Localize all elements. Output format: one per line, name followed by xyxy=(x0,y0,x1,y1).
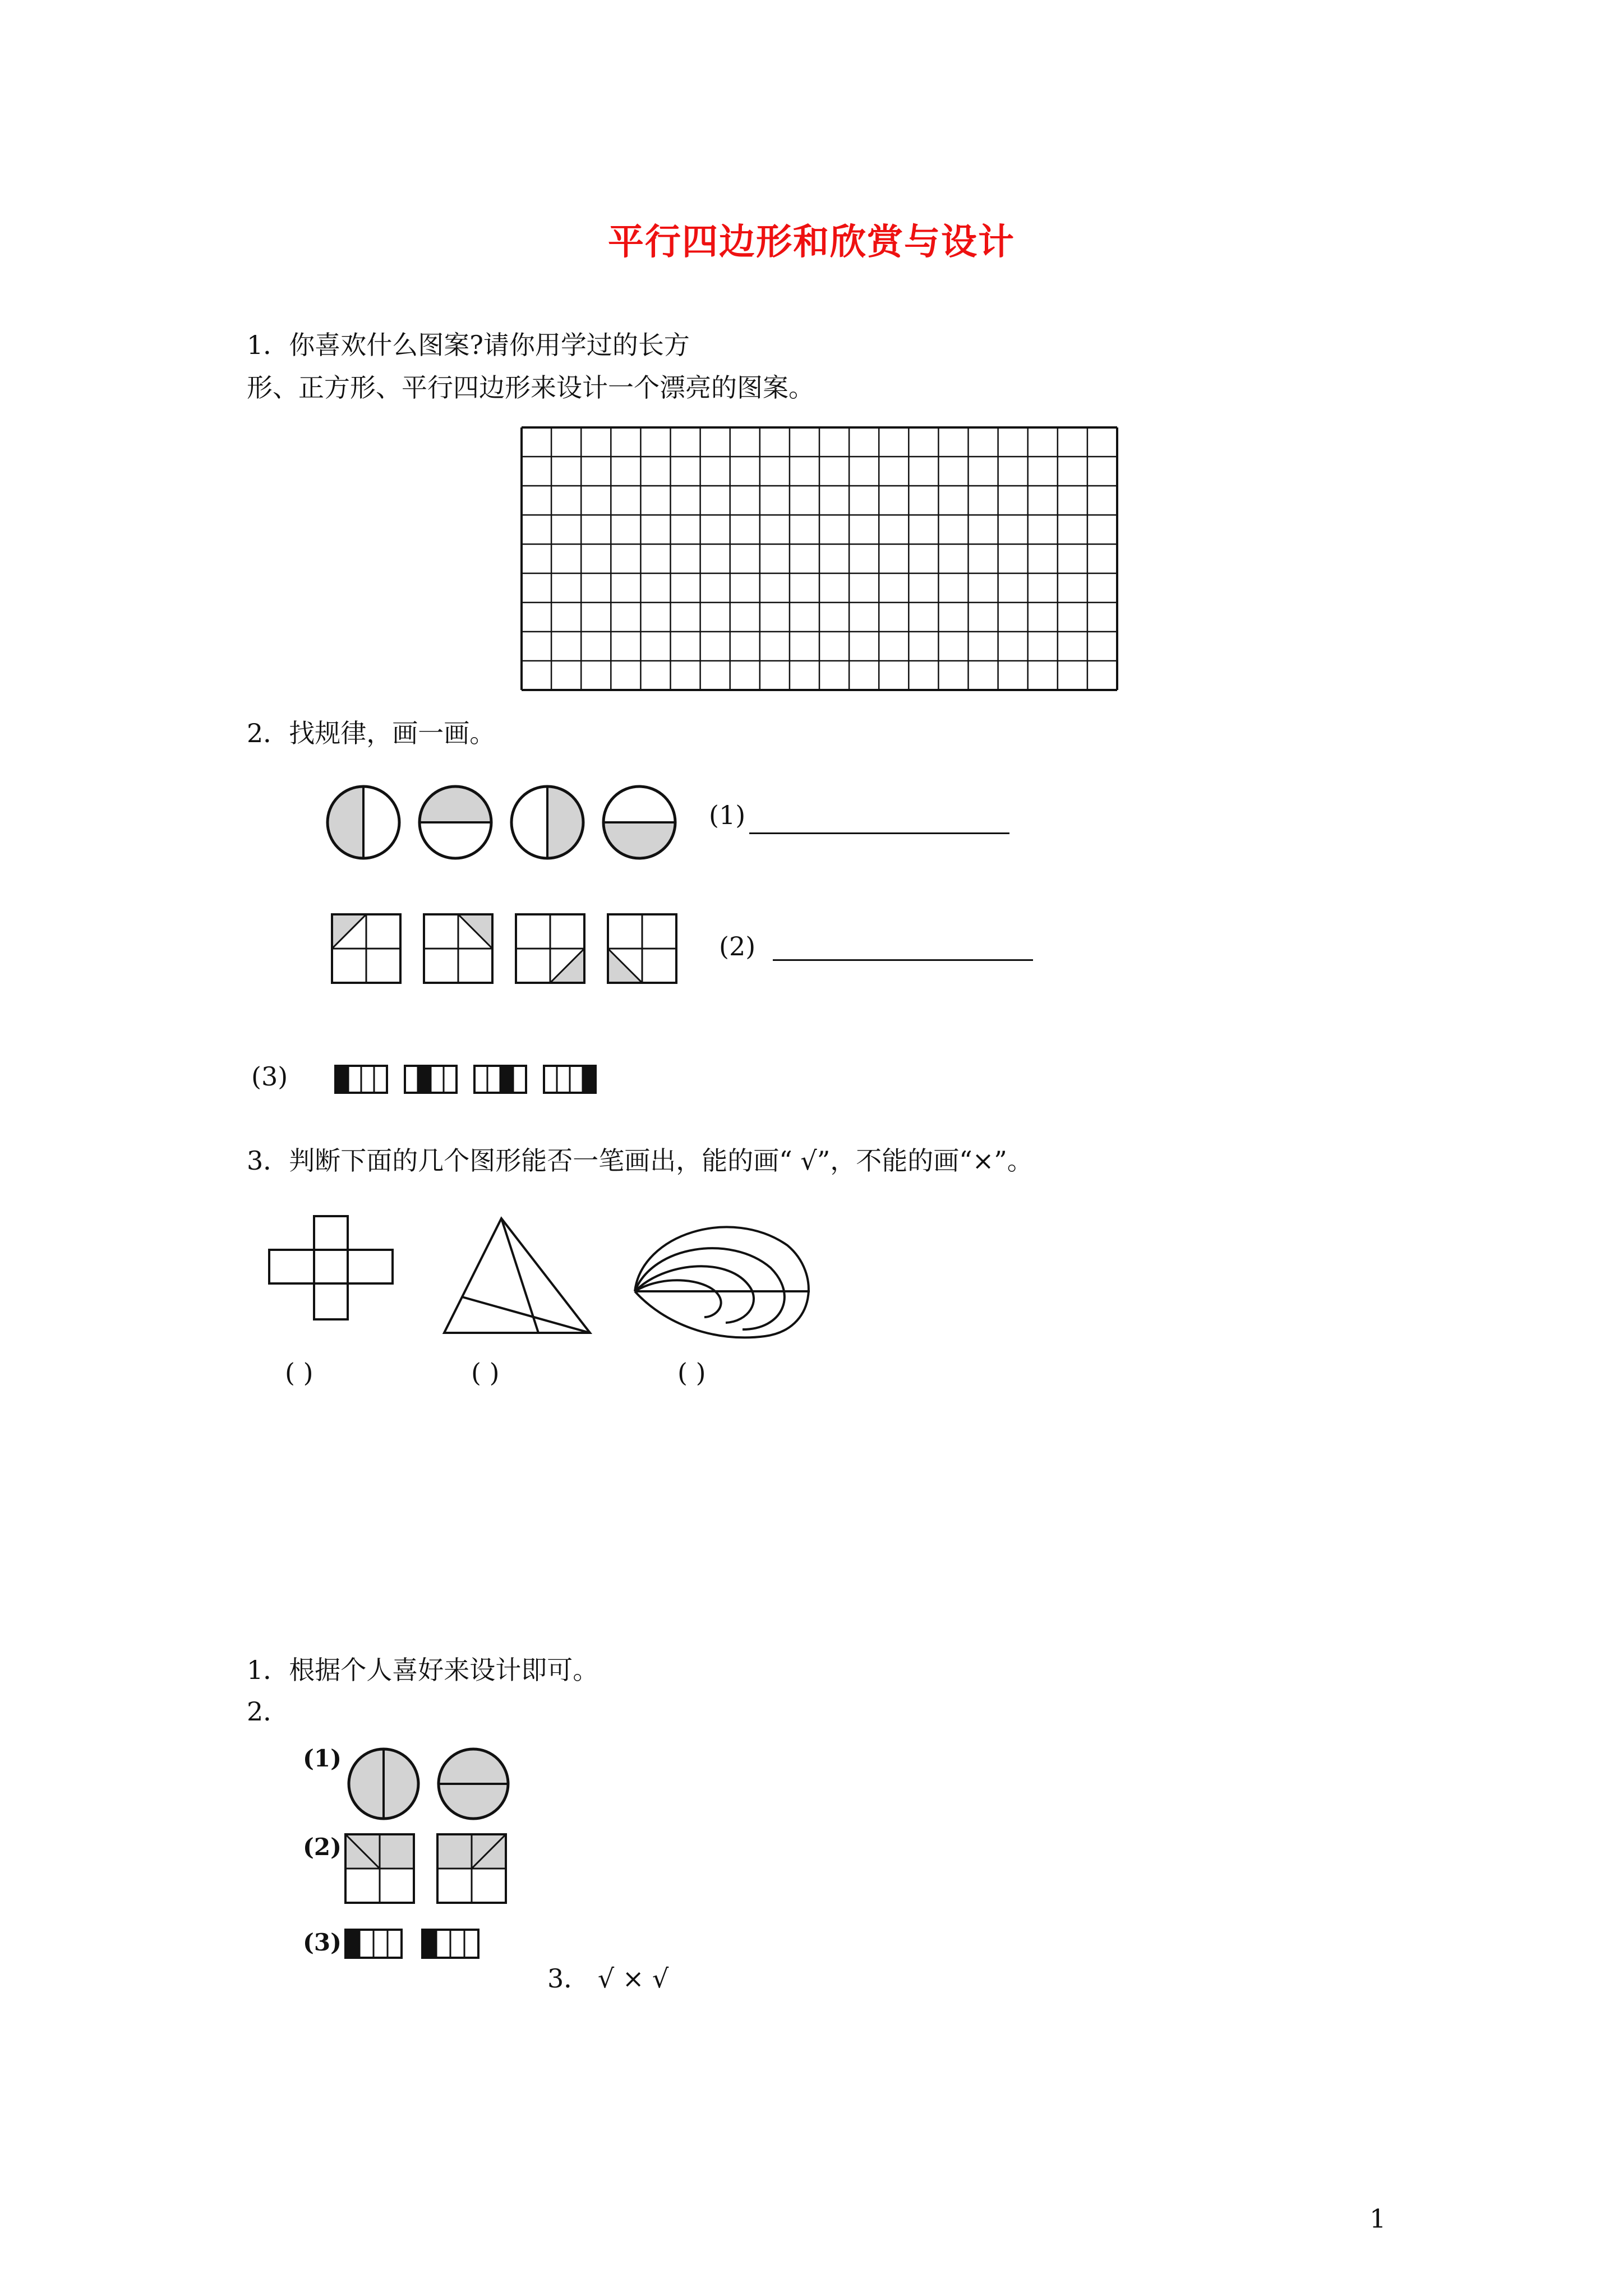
triangle-shape xyxy=(443,1217,592,1335)
page-title: 平行四边形和欣赏与设计 xyxy=(608,221,1015,263)
drawing-grid xyxy=(520,426,1118,691)
square-pattern xyxy=(331,913,684,986)
answer-bar-2 xyxy=(422,1930,478,1958)
bar-2 xyxy=(405,1066,457,1093)
square-4 xyxy=(608,914,676,983)
bar-4 xyxy=(544,1066,596,1093)
answer-circle-2 xyxy=(439,1749,508,1819)
answer-bars xyxy=(344,1929,490,1960)
answer-blank-2[interactable] xyxy=(773,959,1033,961)
answer-blank-1[interactable] xyxy=(749,832,1009,834)
answer-square-1 xyxy=(345,1834,414,1903)
q3-paren-3[interactable]: ( ) xyxy=(677,1358,706,1388)
answer-label-1: (1) xyxy=(303,1745,342,1772)
q3-heading: 3．判断下面的几个图形能否一笔画出，能的画“ √”，不能的画“×”。 xyxy=(247,1145,1033,1176)
answer-label-3: (3) xyxy=(303,1929,342,1956)
answer-circles xyxy=(347,1747,515,1822)
bar-3 xyxy=(474,1066,526,1093)
cross-shape xyxy=(268,1215,395,1322)
square-1 xyxy=(332,914,400,983)
bar-pattern xyxy=(334,1065,603,1096)
answer-square-2 xyxy=(437,1834,506,1903)
q2-label-3: (3) xyxy=(251,1061,288,1092)
answer-1: 1．根据个人喜好来设计即可。 xyxy=(247,1655,599,1685)
square-3 xyxy=(516,914,584,983)
answer-squares xyxy=(344,1833,513,1906)
circle-1 xyxy=(328,786,399,858)
circle-3 xyxy=(511,786,583,858)
circle-4 xyxy=(603,786,675,858)
bar-1 xyxy=(335,1066,387,1093)
circle-2 xyxy=(419,786,491,858)
q2-label-2: (2) xyxy=(719,931,756,961)
q2-heading: 2．找规律，画一画。 xyxy=(247,718,496,748)
answer-circle-1 xyxy=(349,1749,418,1819)
square-2 xyxy=(424,914,492,983)
answer-3: 3． √ × √ xyxy=(547,1963,669,1994)
answer-label-2: (2) xyxy=(303,1833,342,1861)
q3-paren-2[interactable]: ( ) xyxy=(471,1358,500,1388)
q3-paren-1[interactable]: ( ) xyxy=(285,1358,313,1388)
shell-shape xyxy=(630,1223,813,1341)
answer-bar-1 xyxy=(345,1930,402,1958)
page-number: 1 xyxy=(1370,2203,1386,2234)
q2-label-1: (1) xyxy=(709,800,746,830)
circle-pattern xyxy=(325,784,684,865)
q1-line2: 形、正方形、平行四边形来设计一个漂亮的图案。 xyxy=(247,372,814,403)
answer-2: 2． xyxy=(247,1696,289,1727)
q1-line1: 1．你喜欢什么图案?请你用学过的长方 xyxy=(247,330,690,360)
